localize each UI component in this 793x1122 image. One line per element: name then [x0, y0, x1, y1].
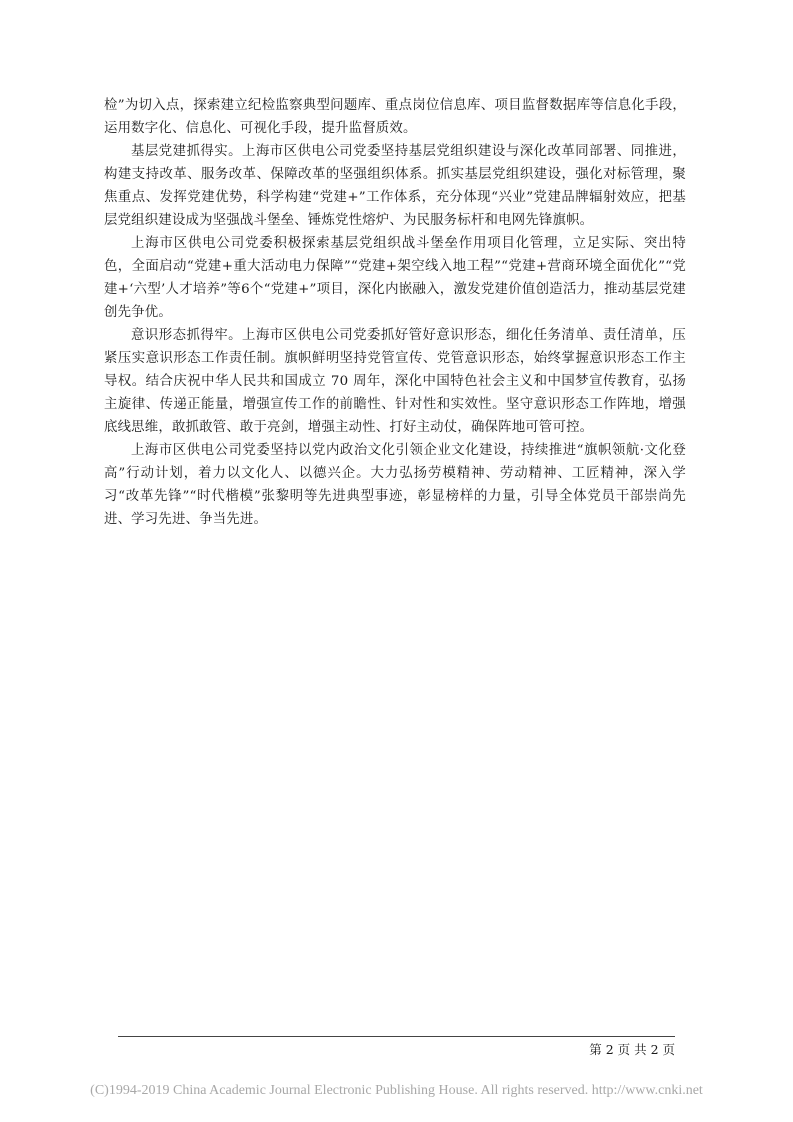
article-body: [104, 94, 686, 531]
paragraph-continued: 检”为切入点，探索建立纪检监察典型问题库、重点岗位信息库、项目监督数据库等信息化手段，运用数字化、信息化、可视化手段，提升监督质效。: [104, 98, 686, 136]
page-number: 第 2 页 共 2 页: [589, 1042, 675, 1057]
copyright-notice: (C)1994-2019 China Academic Journal Electronic Publishing House. All rights reserved. http://www.cnki.net: [90, 1083, 703, 1098]
paragraph-party-building: 基层党建抓得实。上海市区供电公司党委坚持基层党组织建设与深化改革同部署、同推进，构建支持改革、服务改革、保障改革的坚强组织体系。抓实基层党组织建设，强化对标管理，聚焦重点、发挥党建优势，科学构建“党建+”工作体系，充分体现“兴业”党建品牌辐射效应，把基层党组织建设成为坚强战斗堡垒、锤炼党性熔炉、为民服务标杆和电网先锋旗帜。: [104, 144, 686, 228]
paragraph-culture: 上海市区供电公司党委坚持以党内政治文化引领企业文化建设，持续推进“旗帜领航·文化登高”行动计划，着力以文化人、以德兴企。大力弘扬劳模精神、劳动精神、工匠精神，深入学习“改革先锋”“时代楷模”张黎明等先进典型事迹，彰显榜样的力量，引导全体党员干部崇尚先进、学习先进、争当先进。: [104, 443, 686, 527]
paragraph-project-management: 上海市区供电公司党委积极探索基层党组织战斗堡垒作用项目化管理，立足实际、突出特色，全面启动“党建+重大活动电力保障”“党建+架空线入地工程”“党建+营商环境全面优化”“党建+‘六型’人才培养”等6个“党建+”项目，深化内嵌融入，激发党建价值创造活力，推动基层党建创先争优。: [104, 236, 686, 320]
paragraph-ideology: 意识形态抓得牢。上海市区供电公司党委抓好管好意识形态，细化任务清单、责任清单，压紧压实意识形态工作责任制。旗帜鲜明坚持党管宣传、党管意识形态，始终掌握意识形态工作主导权。结合庆祝中华人民共和国成立 70 周年，深化中国特色社会主义和中国梦宣传教育，弘扬主旋律、传递正能量，增强宣传工作的前瞻性、针对性和实效性。坚守意识形态工作阵地，增强底线思维，敢抓敢管、敢于亮剑，增强主动性、打好主动仗，确保阵地可管可控。: [104, 328, 686, 435]
footer-divider: [118, 1036, 675, 1037]
